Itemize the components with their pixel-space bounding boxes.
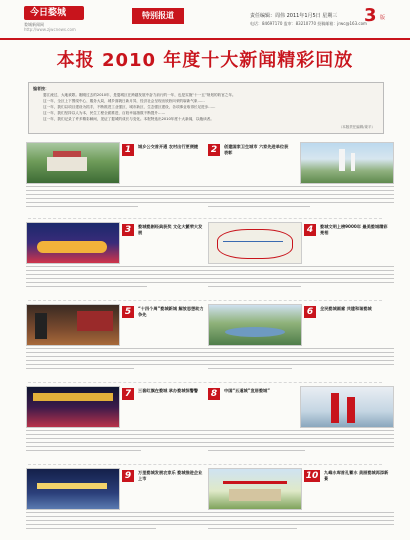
editor-note-line: 婺江流过，大地欢歌。刚刚过去的2010年，是婺城区在跨越发展中奋力前行的一年，也是实施“十一五”规划的收官之年。 — [43, 93, 236, 97]
page-label: 版 — [380, 15, 386, 21]
logo-text: 今日婺城 — [30, 8, 67, 18]
item-number: 10 — [305, 471, 319, 481]
editor-note-line: 这一年，我们坚持以人为本，民生工程全面推进，百姓幸福指数不断提升…… — [43, 111, 166, 115]
item-title: 全民婺城画廊 共建和谐婺城 — [320, 306, 372, 311]
item-body — [208, 186, 394, 210]
editor-note-line: 这一年，我们以项目建设为抓手，不断推进工业强区、城市新区、生态强区建设，各项事业取得长足进步…… — [43, 105, 216, 109]
page-header — [0, 0, 410, 40]
item-body — [208, 430, 394, 454]
logo-subtitle: 婺城新闻网 — [24, 22, 44, 27]
item-body — [26, 430, 212, 454]
editor-signature: （本版责任编辑/姜平） — [338, 125, 375, 129]
item-number: 3 — [122, 224, 134, 236]
section-label: 特别报道 — [132, 8, 184, 24]
item-body — [208, 512, 394, 532]
item-title: 婺城文明上榜9000年 最美婺城精彩亮相 — [320, 224, 388, 235]
item-title: 万里婺城发展农家乐 婺城推进企业上市 — [138, 470, 203, 481]
divider — [28, 464, 382, 465]
headline: 本报 2010 年度十大新闻精彩回放 — [56, 50, 354, 71]
divider — [28, 300, 382, 301]
item-body — [26, 512, 212, 532]
item-title: 创建国家卫生城市 六家先进单位获表彰 — [224, 144, 289, 155]
divider — [28, 218, 382, 219]
news-photo — [208, 304, 302, 346]
item-title: 三套红旗在婺城 承办婺城惊警警 — [138, 388, 199, 393]
news-map — [208, 222, 302, 264]
item-number: 8 — [208, 388, 220, 400]
editor-note-title: 编者按： — [33, 86, 49, 91]
item-title: 城乡公交首开通 农村出行更便捷 — [138, 144, 199, 149]
news-photo — [26, 304, 120, 346]
item-body — [26, 266, 212, 290]
divider — [28, 382, 382, 383]
news-item-5[interactable] — [26, 304, 212, 382]
item-body — [26, 348, 212, 372]
news-item-3[interactable] — [26, 222, 212, 300]
news-photo — [300, 142, 394, 184]
news-photo — [208, 468, 302, 510]
news-photo — [26, 222, 120, 264]
news-item-10[interactable] — [208, 468, 394, 546]
news-item-6[interactable] — [208, 304, 394, 382]
news-photo — [26, 386, 120, 428]
editor-note-line: 这一年，全区上下围绕中心、服务大局，城乡面貌日新月异，经济社会呈现出欣欣向荣的崭新气象…… — [43, 99, 205, 103]
news-photo — [26, 468, 120, 510]
item-number: 9 — [122, 470, 134, 482]
news-item-9[interactable] — [26, 468, 212, 546]
item-title: 中国“五道城”宣居婺城” — [224, 388, 270, 393]
contact-line: 电话：84697170 监审：83210770 投稿邮箱：jrwc@163.com — [250, 21, 367, 26]
item-body — [208, 348, 394, 372]
item-number: 7 — [122, 388, 134, 400]
news-photo — [26, 142, 120, 184]
item-title: 九峰水库首孔蓄水 美丽婺城再添新景 — [324, 470, 389, 481]
editor-note — [28, 82, 384, 134]
item-number: 2 — [208, 144, 220, 156]
item-title: 婺城婺剧经典获奖 文化大繁荣大发展 — [138, 224, 203, 235]
news-item-2[interactable] — [208, 142, 394, 220]
editor-note-line: 这一年，我们记录了许多精彩瞬间，见证了婺城的成长与变化。本报特选出2010年度十大新闻，以飨读者。 — [43, 117, 214, 121]
item-number: 4 — [304, 224, 316, 236]
news-item-1[interactable] — [26, 142, 212, 220]
item-number: 5 — [122, 306, 134, 318]
page-number: 3 — [364, 5, 377, 26]
date-line: 责任编辑：周伟 2011年1月5日 星期三 — [250, 13, 338, 19]
news-item-7[interactable] — [26, 386, 212, 464]
logo-url: http://www.zjwcnews.com — [24, 27, 76, 32]
item-body — [208, 266, 394, 290]
item-number: 1 — [122, 144, 134, 156]
news-item-4[interactable] — [208, 222, 394, 300]
news-item-8[interactable] — [208, 386, 394, 464]
item-number: 6 — [304, 306, 316, 318]
item-body — [26, 186, 212, 210]
news-photo — [300, 386, 394, 428]
item-title: “十四个周”婺城新城 解放思想助力争先 — [138, 306, 204, 317]
